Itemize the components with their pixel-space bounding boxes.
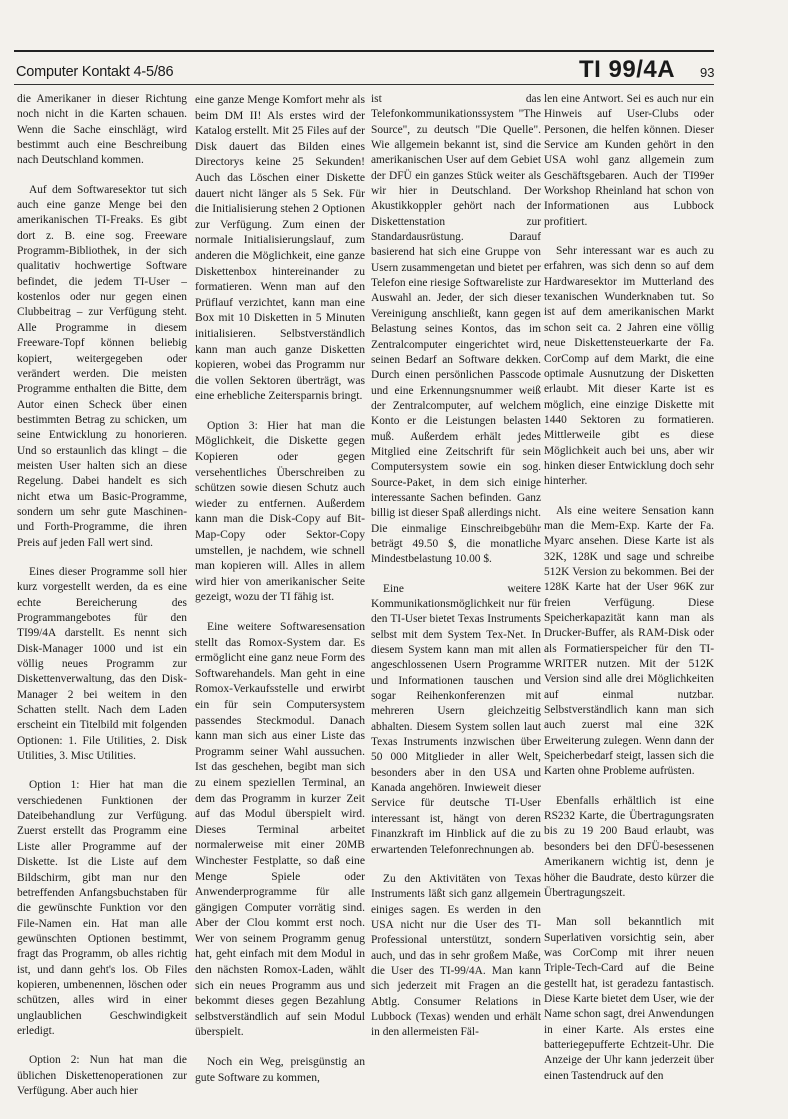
header-rule-bottom: [14, 84, 714, 85]
paragraph: len eine Antwort. Sei es auch nur ein Hinweis auf User-Clubs oder Personen, die helfen können. Dieser Service am Kunden gehört in den USA wohl ganz allgemein zum Geschäftsgebaren. Auch der TI99er Workshop Rheinland hat schon von Informationen aus Lubbock profitiert.: [544, 93, 714, 228]
paragraph: Eines dieser Programme soll hier kurz vorgestellt werden, da es eine echte Bereicherung des Programmangebotes für den TI99/4A darstellt. Es nennt sich Disk-Manager 1000 und ist ein völlig neues Programm zur Diskettenverwaltung, das den Disk-Manager 2 bei weitem in den Schatten stellt. Nach dem Laden erscheint ein Titelbild mit folgenden Optionen: 1. File Utilities, 2. Disk Utilities, 3. Misc Utilities.: [17, 565, 187, 763]
paragraph: Noch ein Weg, preisgünstig an gute Software zu kommen,: [195, 1055, 365, 1084]
section-title: TI 99/4A: [579, 56, 676, 83]
text-column-1: [17, 92, 187, 1112]
paragraph: Man soll bekanntlich mit Superlativen vorsichtig sein, aber was CorComp mit ihrer neuen Triple-Tech-Card auf die Beine gestellt hat, ist geradezu fantastisch. Diese Karte bietet dem User, wie der Name schon sagt, drei Anwendungen in einer Karte. Als erstes eine batteriegepufferte Echtzeit-Uhr. Die Anzeige der Uhr kann jederzeit über einen Tastendruck auf den: [544, 916, 714, 1082]
paragraph: Zu den Aktivitäten von Texas Instruments läßt sich ganz allgemein einiges sagen. Es werden in den USA nicht nur die User des TI-Professional unterstützt, sondern auch, und das in sehr großem Maße, die User des TI-99/4A. Man kann sich jederzeit mit Fragen an die Abtlg. Consumer Relations in Lubbock (Texas) wenden und erhält in den allermeisten Fäl-: [371, 872, 541, 1039]
paragraph: Option 3: Hier hat man die Möglichkeit, die Diskette gegen Kopieren oder gegen versehentliches Überschreiben zu schützen sowie diesen Schutz auch wieder zu entfernen. Außerdem kann man die Disk-Copy auf Bit-Map-Copy oder Sektor-Copy umstellen, je nachdem, wie schnell man kopieren will. Alles in allem wird hier von amerikanischer Seite gezeigt, wozu der TI fähig ist.: [195, 418, 365, 604]
text-column-3: [371, 92, 541, 1112]
paragraph: ist das Telefonkommunikationssystem "The Source", zu deutsch "Die Quelle". Wie allgemein bekannt ist, sind die amerikanischen User auf dem Gebiet der DFÜ ein ganzes Stück weiter als wir hier in Deutschland. Der Akustikkoppler gehört nach der Diskettenstation zur Standardausrüstung. Darauf basierend hat sich eine Gruppe von Usern zusammengetan und bietet per Telefon eine riesige Softwareliste zur Auswahl an. Jeder, der sich dieser Vereinigung anschließt, kann gegen Belastung seines Kontos, das im Zentralcomputer eingerichtet wird, seinen Bedarf an Software dekken. Durch einen persönlichen Passcode und eine Erkennungsnummer weiß der Zentralcomputer, auf welchem Konto er die Leistungen belasten muß. Außerdem erhält jedes Mitglied eine Zeitschrift für sein Computersystem sowie ein sog. Source-Paket, in dem sich einige interessante Sachen befinden. Ganz billig ist dieser Spaß allerdings nicht. Die einmalige Einschreibgebühr beträgt 49.50 $, die monatliche Mindestbelastung 10.00 $.: [371, 93, 541, 566]
paragraph: Ebenfalls erhältlich ist eine RS232 Karte, die Übertragungsraten bis zu 19 200 Baud erlaubt, was besonders bei den DFÜ-besessenen Amerikanern wichtig ist, denn je höher die Baudrate, desto kürzer die Übertragungszeit.: [544, 794, 714, 899]
paragraph: Eine weitere Kommunikationsmöglichkeit nur für den TI-User bietet Texas Instruments selbst mit dem System Tex-Net. In diesem System kann man mit allen angeschlossenen Usern Programme und Informationen tauschen und sogar Reihenkonferenzen mit mehreren Usern gleichzeitig abhalten. Diesem System sollen laut Texas Instruments inzwischen über 50 000 Mitglieder in aller Welt, besonders aber in den USA und Kanada angehören. Inwieweit dieser Service für deutsche TI-User interessant ist, hängt von deren Finanzkraft im Hinblick auf die zu erwartenden Telefonrechnungen ab.: [371, 582, 541, 856]
paragraph: Auf dem Softwaresektor tut sich auch eine ganze Menge bei den amerikanischen TI-Freaks. Es gibt dort z. B. eine sog. Freeware Programm-Bibliothek, in der sich qualitativ hochwertige Software befindet, die jedem TI-User – kostenlos oder nur gegen einen Clubbeitrag – zur Verfügung steht. Alle Programme in diesem Freeware-Topf können beliebig kopiert, weitergegeben oder verändert werden. Die meisten Programme enthalten die Bitte, dem Autor einen Scheck über einen bestimmten Betrag zu schicken, um seine Entwicklung zu honorieren. Und so erstaunlich das klingt – die meisten User halten sich an diese Regelung. Dabei handelt es sich nicht etwa um Basic-Programme, sondern um sehr gute Maschinen- und Forth-Programme, die ihren Preis auf jeden Fall wert sind.: [17, 183, 187, 549]
header-rule-top: [14, 50, 714, 52]
page-number: 93: [700, 65, 715, 80]
paragraph: Option 2: Nun hat man die üblichen Diskettenoperationen zur Verfügung. Aber auch hier: [17, 1054, 187, 1097]
paragraph: Sehr interessant war es auch zu erfahren, was sich denn so auf dem Hardwaresektor im Mutterland des texanischen Wunderknaben tut. So ist auf dem amerikanischen Markt schon seit ca. 2 Jahren eine völlig neue Diskettensteuerkarte der Fa. CorComp auf dem Markt, die eine optimale Ausnutzung der Disketten erlaubt. Mit dieser Karte ist es möglich, eine einzige Diskette mit 1440 Sektoren zu formatieren. Mittlerweile gibt es diese Möglichkeit auch bei uns, aber wir hinken dieser Entwicklung doch sehr hinterher.: [544, 245, 714, 488]
page-header: [16, 58, 716, 84]
paragraph: Eine weitere Softwaresensation stellt das Romox-System dar. Es ermöglicht eine ganz neue Form des Softwarehandels. Man geht in eine Romox-Verkaufsstelle und erwirbt ein für sein Computersystem passendes Steckmodul. Danach kann man sich aus einer Liste das Programm seiner Wahl aussuchen. Ist das geschehen, begibt man sich zu einem speziellen Terminal, an dem das Programm in kurzer Zeit auf das Modul überspielt wird. Dieses Terminal arbeitet normalerweise mit einer 20MB Winchester Festplatte, so daß eine Menge Spiele oder Anwenderprogramme für alle gängigen Computer vorrätig sind. Aber der Clou kommt erst noch. Wer von seinem Programm genug hat, geht einfach mit dem Modul in den nächsten Romox-Laden, wählt sich ein neues Programm aus und bekommt dieses gegen Bezahlung selbstverständlich auf sein Modul überspielt.: [195, 620, 365, 1039]
paragraph: eine ganze Menge Komfort mehr als beim DM II! Als erstes wird der Katalog erstellt. Mit 25 Files auf der Disk dauert das Bilden eines Directorys keine 25 Sekunden! Auch das Löschen einer Diskette dauert nicht länger als 5 Sek. Für die Initialisierung stehen 2 Optionen zur Verfügung. Zum einen der normale Initialisierungslauf, zum anderen die Möglichkeit, eine ganze Diskettenbox hintereinander zu formatieren. Wenn man auf den Prüflauf verzichtet, kann man eine Box mit 10 Disketten in 5 Minuten initialisieren. Selbstverständlich kann man auch ganze Disketten kopieren, wobei das Programm nur die vollen Sektoren überträgt, was eine erhebliche Zeitersparnis bringt.: [195, 93, 365, 403]
paragraph: Als eine weitere Sensation kann man die Mem-Exp. Karte der Fa. Myarc ansehen. Diese Karte ist als 32K, 128K und sage und schreibe 512K Version zu bekommen. Bei der 128K Karte hat der User 96K zur freien Verfügung. Diese Speicherkapazität kann man als Drucker-Buffer, als RAM-Disk oder als Formatierspeicher für den TI-WRITER nutzen. Mit der 512K Version sind alle drei Möglichkeiten auf einmal nutzbar. Selbstverständlich kann man sich auch zuerst mal eine 32K Erweiterung zulegen. Wenn dann der Speicherbedarf steigt, lassen sich die Karten ohne Probleme aufrüsten.: [544, 504, 714, 778]
text-column-2: [195, 92, 365, 1112]
text-column-4: [544, 92, 714, 1112]
paragraph: die Amerikaner in dieser Richtung noch nicht in die Karten schauen. Wenn die Sache einschlägt, wird bestimmt auch eine Beschreibung nach Deutschland kommen.: [17, 93, 187, 167]
magazine-issue: Computer Kontakt 4-5/86: [16, 64, 174, 80]
paragraph: Option 1: Hier hat man die verschiedenen Funktionen der Dateibehandlung zur Verfügung. Zuerst erstellt das Programm eine Liste aller Programme auf der Diskette. Ist die Liste auf dem Bildschirm, gibt man nur den betreffenden Anfangsbuchstaben für die gewünschte Funktion vor den File-Namen ein. Hat man alle gewünschten Optionen bestimmt, fragt das Programm, ob alles richtig ist, und dann geht's los. Ob Files kopieren, umbenennen, löschen oder schützen, alles wird in einer unglaublichen Geschwindigkeit erledigt.: [17, 779, 187, 1037]
